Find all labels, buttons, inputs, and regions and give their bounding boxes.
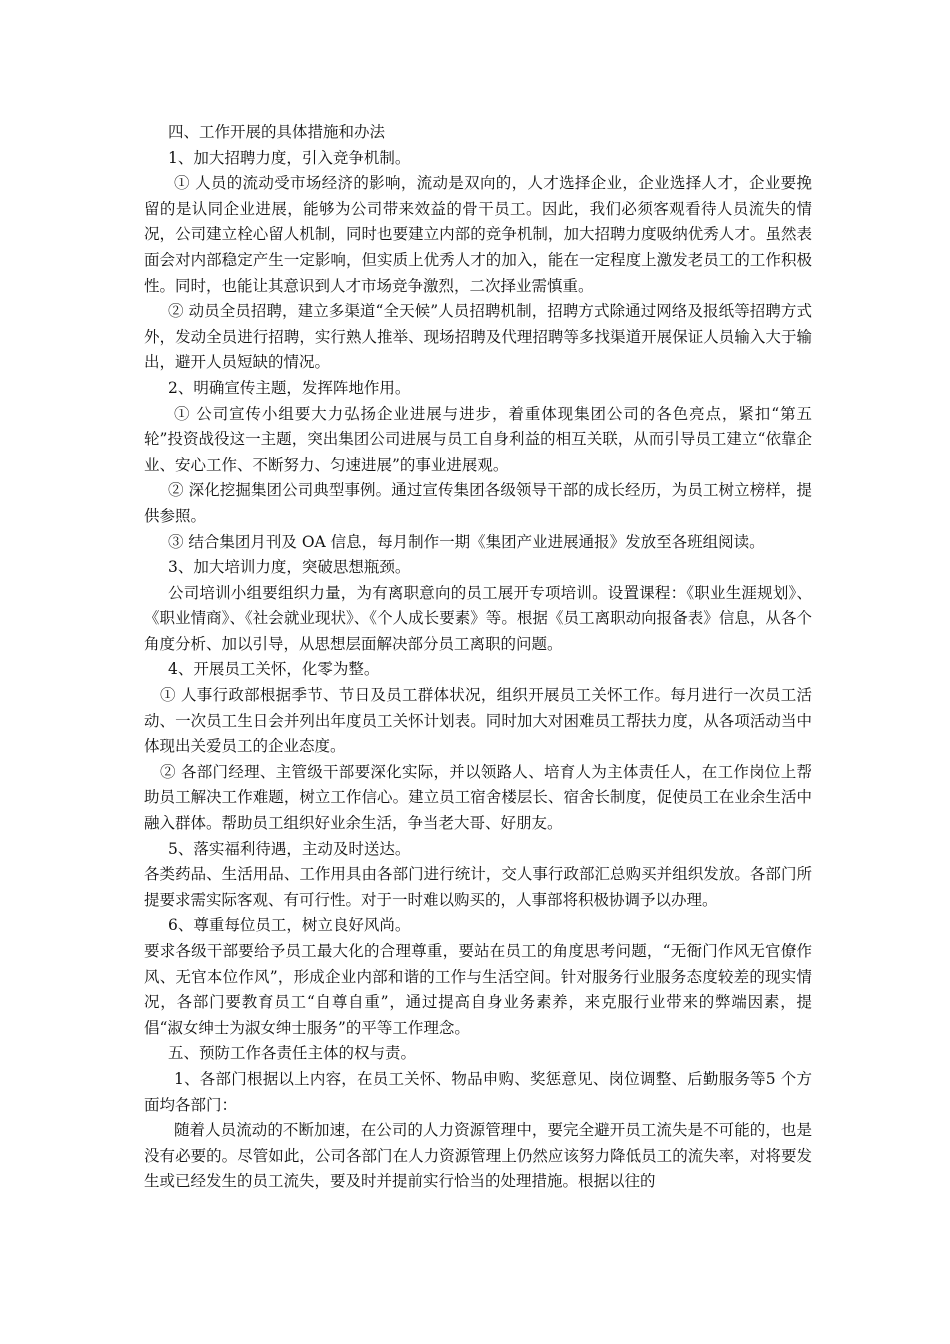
paragraph: 1、各部门根据以上内容，在员工关怀、物品申购、奖惩意见、岗位调整、后勤服务等5 个方面均各部门： [144, 1069, 812, 1114]
paragraph: 公司培训小组要组织力量，为有离职意向的员工展开专项培训。设置课程：《职业生涯规划》、《职业情商》、《社会就业现状》、《个人成长要素》等。根据《员工离职动向报备表》信息，从各个角度分析、加以引导，从思想层面解决部分员工离职的问题。 [144, 583, 812, 653]
paragraph: ② 深化挖掘集团公司典型事例。通过宣传集团各级领导干部的成长经历，为员工树立榜样，提供参照。 [144, 481, 812, 525]
paragraph: 要求各级干部要给予员工最大化的合理尊重，要站在员工的角度思考问题，“无衙门作风无官僚作风、无官本位作风”，形成企业内部和谐的工作与生活空间。针对服务行业服务态度较差的现实情况，各部门要教育员工“自尊自重”，通过提高自身业务素养，来克服行业带来的弊端因素，提倡“淑女绅士为淑女绅士服务”的平等工作理念。 [144, 942, 812, 1037]
document-body [144, 120, 812, 1195]
paragraph: ③ 结合集团月刊及 OA 信息，每月制作一期《集团产业进展通报》发放至各班组阅读。 [168, 532, 765, 551]
subheading-recruitment: 1、加大招聘力度，引入竞争机制。 [168, 148, 411, 167]
subheading-training: 3、加大培训力度，突破思想瓶颈。 [168, 558, 411, 577]
paragraph: 各类药品、生活用品、工作用具由各部门进行统计，交人事行政部汇总购买并组织发放。各部门所提要求需实际客观、有可行性。对于一时难以购买的，人事部将积极协调予以办理。 [144, 865, 812, 909]
subheading-publicity: 2、明确宣传主题，发挥阵地作用。 [168, 378, 411, 397]
subheading-benefits: 5、落实福利待遇，主动及时送达。 [168, 839, 411, 858]
paragraph: 随着人员流动的不断加速，在公司的人力资源管理中，要完全避开员工流失是不可能的，也是没有必要的。尽管如此，公司各部门在人力资源管理上仍然应该努力降低员工的流失率，对将要发生或已经发生的员工流失，要及时并提前实行恰当的处理措施。根据以往的 [144, 1121, 812, 1191]
paragraph: ① 公司宣传小组要大力弘扬企业进展与进步，着重体现集团公司的各色亮点，紧扣“第五轮”投资战役这一主题，突出集团公司进展与员工自身利益的相互关联，从而引导员工建立“依靠企业、安心工作、不断努力、匀速进展”的事业进展观。 [144, 404, 812, 474]
subheading-respect: 6、尊重每位员工，树立良好风尚。 [168, 916, 411, 935]
paragraph: ② 各部门经理、主管级干部要深化实际，并以领路人、培育人为主体责任人，在工作岗位上帮助员工解决工作难题，树立工作信心。建立员工宿舍楼层长、宿舍长制度，促使员工在业余生活中融入群体。帮助员工组织好业余生活，争当老大哥、好朋友。 [144, 762, 812, 833]
paragraph: ① 人事行政部根据季节、节日及员工群体状况，组织开展员工关怀工作。每月进行一次员工活动、一次员工生日会并列出年度员工关怀计划表。同时加大对困难员工帮扶力度，从各项活动当中体现出关爱员工的企业态度。 [144, 686, 812, 756]
section-heading-5: 五、预防工作各责任主体的权与责。 [168, 1044, 417, 1063]
paragraph: ① 人员的流动受市场经济的影响，流动是双向的，人才选择企业，企业选择人才，企业要挽留的是认同企业进展，能够为公司带来效益的骨干员工。因此，我们必须客观看待人员流失的情况，公司建立栓心留人机制，同时也要建立内部的竞争机制，加大招聘力度吸纳优秀人才。虽然表面会对内部稳定产生一定影响，但实质上优秀人才的加入，能在一定程度上激发老员工的工作积极性。同时，也能让其意识到人才市场竞争激烈，二次择业需慎重。 [144, 174, 812, 295]
section-heading-4: 四、工作开展的具体措施和办法 [168, 123, 386, 141]
subheading-employee-care: 4、开展员工关怀，化零为整。 [168, 660, 380, 679]
paragraph: ② 动员全员招聘，建立多渠道“全天候”人员招聘机制，招聘方式除通过网络及报纸等招聘方式外，发动全员进行招聘，实行熟人推举、现场招聘及代理招聘等多找渠道开展保证人员输入大于输出，避开人员短缺的情况。 [144, 302, 812, 372]
